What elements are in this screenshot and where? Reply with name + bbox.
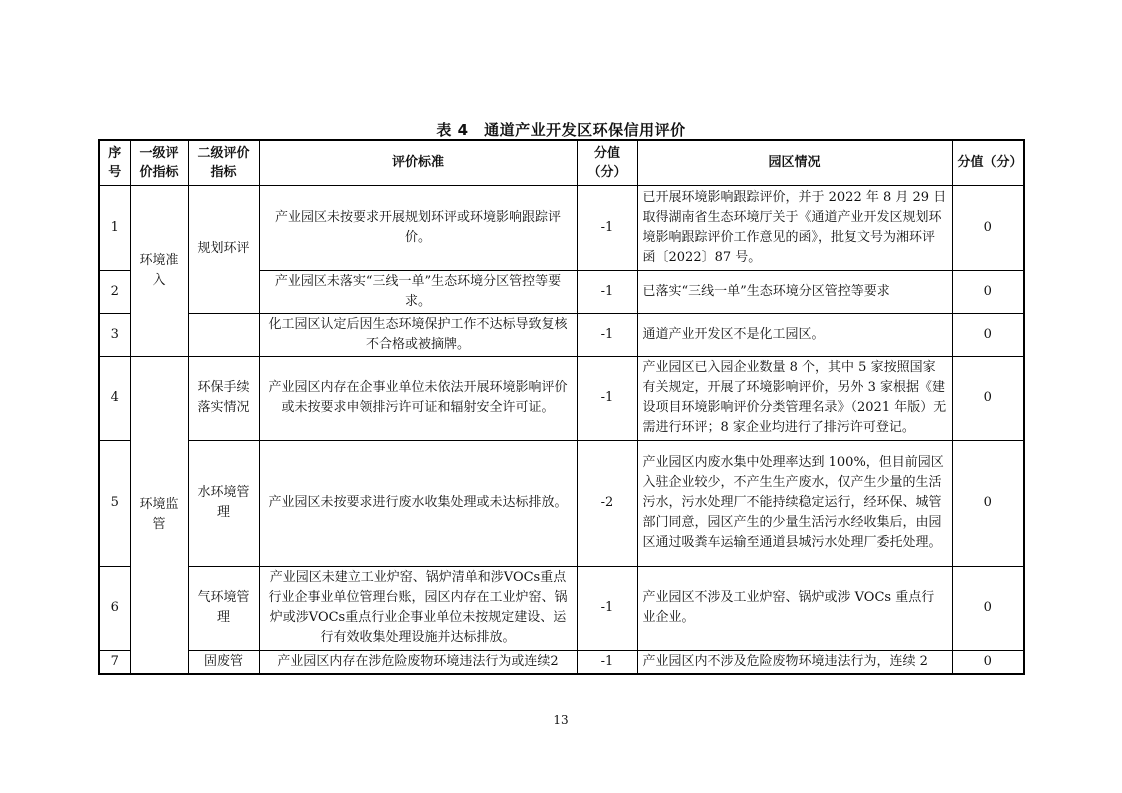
level2-cell: 气环境管理: [188, 566, 259, 650]
level2-cell: 环保手续落实情况: [188, 356, 259, 440]
criteria-cell: 产业园区未落实“三线一单”生态环境分区管控等要求。: [259, 270, 577, 313]
score-cell: -1: [577, 270, 637, 313]
header-level2: 二级评价指标: [188, 140, 259, 185]
row-no: 4: [99, 356, 130, 440]
score-cell: -1: [577, 356, 637, 440]
page-number: 13: [553, 713, 569, 727]
header-level1: 一级评价指标: [130, 140, 188, 185]
row-no: 1: [99, 185, 130, 270]
row-no: 7: [99, 650, 130, 674]
status-cell: 已落实“三线一单”生态环境分区管控等要求: [637, 270, 952, 313]
criteria-cell: 产业园区未按要求进行废水收集处理或未达标排放。: [259, 440, 577, 566]
level2-cell: 固废管: [188, 650, 259, 674]
table-title: 表 4 通道产业开发区环保信用评价: [436, 121, 686, 139]
score-cell: -1: [577, 313, 637, 356]
table-row: [99, 650, 1024, 674]
status-cell: 产业园区已入园企业数量 8 个，其中 5 家按照国家有关规定，开展了环境影响评价，另外 3 家根据《建设项目环境影响评价分类管理名录》（2021 年版）无需进行环评；8 家企业均进行了排污许可登记。: [637, 356, 952, 440]
criteria-cell: 化工园区认定后因生态环境保护工作不达标导致复核不合格或被摘牌。: [259, 313, 577, 356]
header-row: [99, 140, 1024, 185]
level2-cell: 水环境管理: [188, 440, 259, 566]
header-score2: 分值（分）: [952, 140, 1024, 185]
criteria-cell: 产业园区内存在涉危险废物环境违法行为或连续2: [259, 650, 577, 674]
criteria-cell: 产业园区内存在企事业单位未依法开展环境影响评价或未按要求申领排污许可证和辐射安全许可证。: [259, 356, 577, 440]
score-cell: -1: [577, 566, 637, 650]
criteria-cell: 产业园区未建立工业炉窑、锅炉清单和涉VOCs重点行业企事业单位管理台账，园区内存在工业炉窑、锅炉或涉VOCs重点行业企事业单位未按规定建设、运行有效收集处理设施并达标排放。: [259, 566, 577, 650]
level1-cell: 环境准入: [130, 185, 188, 356]
score2-cell: 0: [952, 650, 1024, 674]
table-row: [99, 313, 1024, 356]
score2-cell: 0: [952, 566, 1024, 650]
table-row: [99, 356, 1024, 440]
header-no: 序号: [99, 140, 130, 185]
level1-cell: 环境监管: [130, 356, 188, 674]
evaluation-table: [98, 139, 1025, 675]
status-cell: 产业园区不涉及工业炉窑、锅炉或涉 VOCs 重点行业企业。: [637, 566, 952, 650]
header-criteria: 评价标准: [259, 140, 577, 185]
row-no: 5: [99, 440, 130, 566]
level2-cell: 规划环评: [188, 185, 259, 313]
score2-cell: 0: [952, 313, 1024, 356]
score2-cell: 0: [952, 270, 1024, 313]
status-cell: 产业园区内废水集中处理率达到 100%，但目前园区入驻企业较少，不产生生产废水，仅产生少量的生活污水，污水处理厂不能持续稳定运行，经环保、城管部门同意，园区产生的少量生活污水经收集后，由园区通过吸粪车运输至通道县城污水处理厂委托处理。: [637, 440, 952, 566]
table-row: [99, 440, 1024, 566]
header-status: 园区情况: [637, 140, 952, 185]
score-cell: -2: [577, 440, 637, 566]
header-score: 分值（分）: [577, 140, 637, 185]
score2-cell: 0: [952, 440, 1024, 566]
row-no: 2: [99, 270, 130, 313]
criteria-cell: 产业园区未按要求开展规划环评或环境影响跟踪评价。: [259, 185, 577, 270]
table-row: [99, 566, 1024, 650]
score-cell: -1: [577, 650, 637, 674]
level2-cell-empty: [188, 313, 259, 356]
status-cell: 已开展环境影响跟踪评价，并于 2022 年 8 月 29 日取得湖南省生态环境厅关于《通道产业开发区规划环境影响跟踪评价工作意见的函》，批复文号为湘环评函〔2022〕87 号。: [637, 185, 952, 270]
status-cell: 产业园区内不涉及危险废物环境违法行为，连续 2: [637, 650, 952, 674]
row-no: 6: [99, 566, 130, 650]
status-cell: 通道产业开发区不是化工园区。: [637, 313, 952, 356]
row-no: 3: [99, 313, 130, 356]
table-row: [99, 185, 1024, 270]
score-cell: -1: [577, 185, 637, 270]
score2-cell: 0: [952, 185, 1024, 270]
score2-cell: 0: [952, 356, 1024, 440]
